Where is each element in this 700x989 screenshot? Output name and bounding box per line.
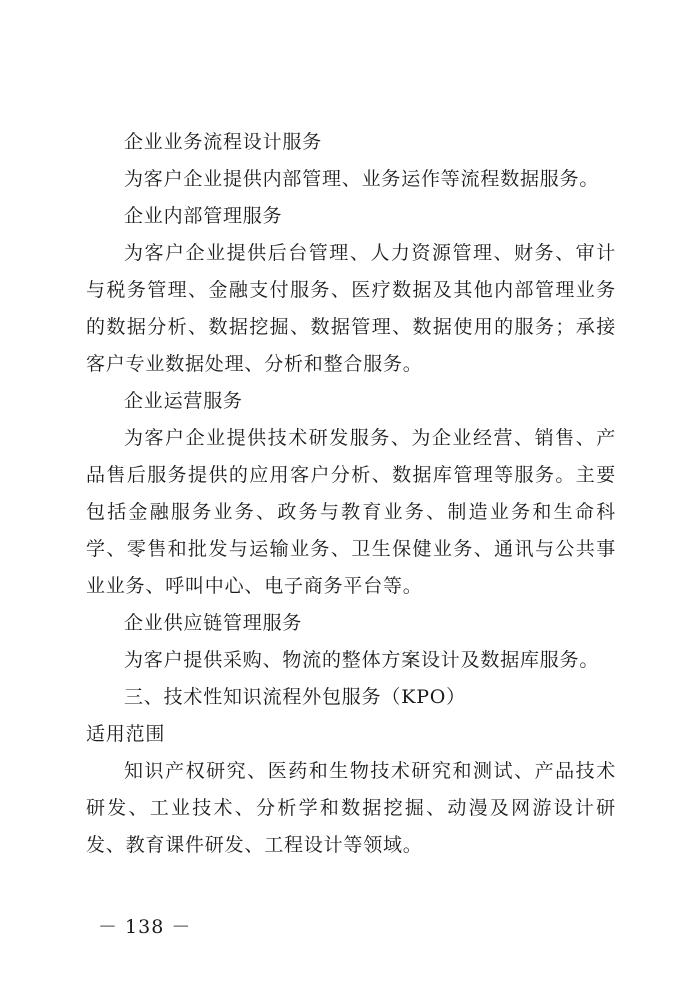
page-number: － 138 － bbox=[98, 916, 192, 938]
heading-supply-chain: 企业供应链管理服务 bbox=[124, 612, 303, 634]
paragraph-scope: 知识产权研究、医药和生物技术研究和测试、产品技术研发、工业技术、分析学和数据挖掘、动漫及网游设计研发、教育课件研发、工程设计等领域。 bbox=[86, 760, 616, 856]
paragraph-business-process-design: 为客户企业提供内部管理、业务运作等流程数据服务。 bbox=[124, 168, 600, 190]
heading-internal-management: 企业内部管理服务 bbox=[124, 205, 283, 227]
heading-kpo: 三、技术性知识流程外包服务（KPO） bbox=[124, 686, 466, 708]
document-body bbox=[86, 124, 616, 864]
heading-scope: 适用范围 bbox=[86, 723, 166, 745]
paragraph-supply-chain: 为客户提供采购、物流的整体方案设计及数据库服务。 bbox=[124, 649, 600, 671]
heading-business-process-design: 企业业务流程设计服务 bbox=[124, 131, 323, 153]
heading-operations: 企业运营服务 bbox=[124, 390, 243, 412]
paragraph-internal-management: 为客户企业提供后台管理、人力资源管理、财务、审计与税务管理、金融支付服务、医疗数据及其他内部管理业务的数据分析、数据挖掘、数据管理、数据使用的服务；承接客户专业数据处理、分析和整合服务。 bbox=[86, 242, 616, 375]
paragraph-operations: 为客户企业提供技术研发服务、为企业经营、销售、产品售后服务提供的应用客户分析、数据库管理等服务。主要包括金融服务业务、政务与教育业务、制造业务和生命科学、零售和批发与运输业务、卫生保健业务、通讯与公共事业业务、呼叫中心、电子商务平台等。 bbox=[86, 427, 616, 597]
